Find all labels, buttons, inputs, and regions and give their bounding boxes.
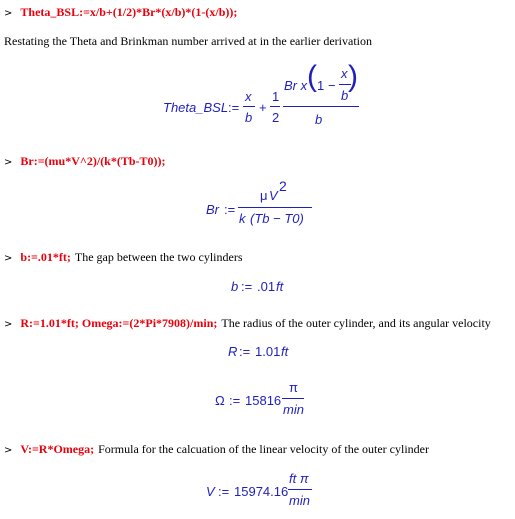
- math-plus: +: [259, 100, 267, 115]
- math-lhs: R: [228, 344, 238, 359]
- command-input[interactable]: b:=.01*ft;: [20, 250, 71, 264]
- math-assign: :=: [241, 279, 253, 294]
- comment-text: Formula for the calcuation of the linear velocity of the outer cylinder: [98, 442, 429, 456]
- comment-text: The radius of the outer cylinder, and its angular velocity: [221, 316, 491, 330]
- math-num: μ: [260, 188, 268, 203]
- math-den: min: [289, 493, 310, 508]
- math-lhs: V: [206, 484, 215, 499]
- prompt-marker: >: [4, 253, 13, 264]
- prompt-marker: >: [4, 8, 13, 19]
- math-lhs: Br: [206, 202, 219, 217]
- command-input[interactable]: Br:=(mu*V^2)/(k*(Tb-T0));: [20, 154, 166, 168]
- math-value: 15816: [245, 393, 282, 408]
- math-lhs: Theta_BSL: [163, 100, 229, 115]
- math-assign: :=: [224, 202, 236, 217]
- math-num: x: [245, 89, 252, 104]
- math-den: (Tb − T0): [250, 211, 304, 226]
- math-den: min: [283, 402, 304, 417]
- math-unit: ft: [276, 279, 284, 294]
- math-value: .01: [257, 279, 276, 294]
- math-num: 1: [317, 78, 325, 93]
- math-den: b: [315, 112, 323, 127]
- math-exp: 2: [279, 178, 287, 194]
- math-num: ft π: [289, 471, 309, 486]
- command-input[interactable]: V:=R*Omega;: [20, 442, 95, 456]
- comment-text: Restating the Theta and Brinkman number arrived at in the earlier derivation: [4, 34, 372, 48]
- math-value: 15974.16: [234, 484, 289, 499]
- math-num: x: [341, 66, 348, 81]
- math-assign: :=: [239, 344, 251, 359]
- math-num: Br x: [284, 78, 308, 93]
- math-num: 1: [272, 89, 280, 104]
- math-lhs: b: [231, 279, 239, 294]
- prompt-marker: >: [4, 157, 13, 168]
- math-value: 1.01: [255, 344, 281, 359]
- prompt-marker: >: [4, 319, 13, 330]
- math-num: π: [289, 380, 298, 395]
- math-minus: −: [328, 78, 336, 93]
- math-den: 2: [272, 110, 280, 125]
- math-assign: :=: [228, 100, 240, 115]
- command-input[interactable]: R:=1.01*ft; Omega:=(2*Pi*7908)/min;: [20, 316, 218, 330]
- math-den: b: [245, 110, 253, 125]
- math-num: V: [269, 188, 278, 203]
- comment-text: The gap between the two cylinders: [74, 250, 243, 264]
- prompt-marker: >: [4, 445, 13, 456]
- math-paren: ): [348, 60, 358, 93]
- math-paren: (: [307, 60, 317, 93]
- math-assign: :=: [229, 393, 241, 408]
- math-den: b: [341, 88, 349, 103]
- command-input[interactable]: Theta_BSL:=x/b+(1/2)*Br*(x/b)*(1-(x/b));: [20, 5, 238, 19]
- fraction-bar: [288, 489, 312, 490]
- math-unit: ft: [281, 344, 289, 359]
- math-assign: :=: [218, 484, 230, 499]
- math-den: k: [239, 211, 246, 226]
- math-lhs: Ω: [215, 393, 225, 408]
